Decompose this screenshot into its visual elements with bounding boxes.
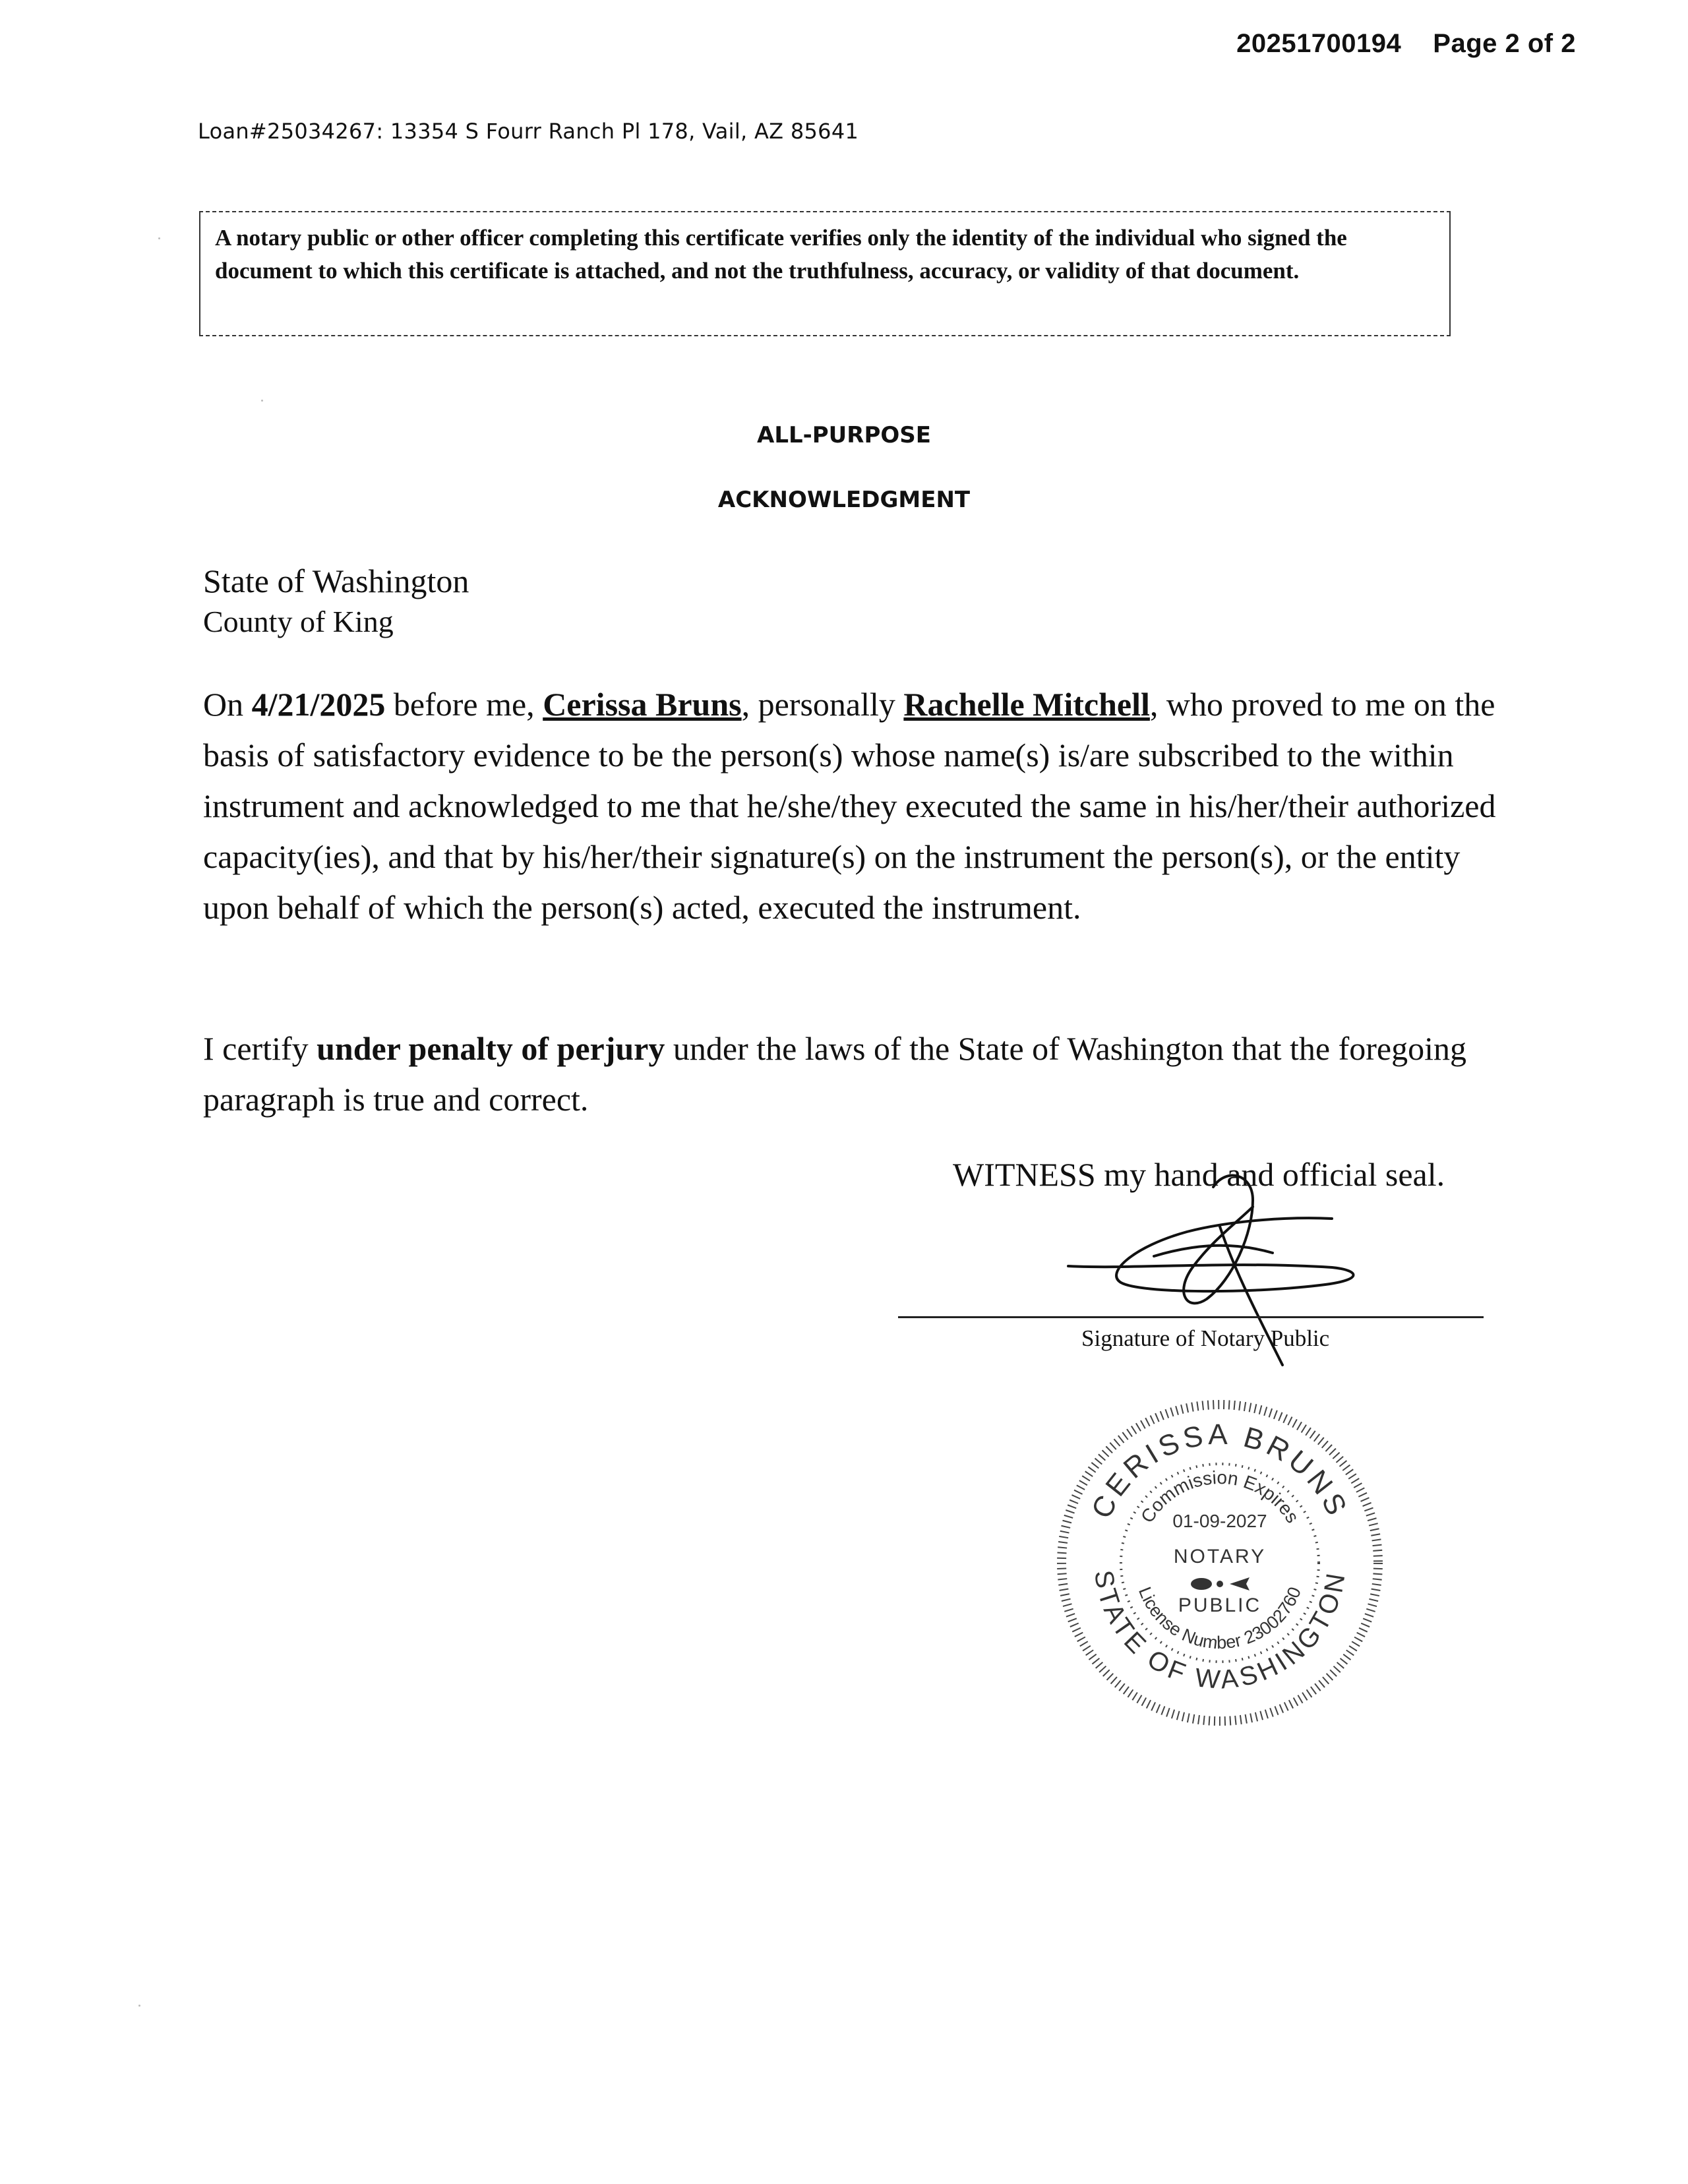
ack-rest: , who proved to me on the basis of satisfactory evidence to be the person(s) whose name(s) is/are subscribed to the within instrument and acknowledged to me that he/she/they executed the same in his/her/their authorized capacity(ies), and that by his/her/their signature(s) on the instrument the person(s), or the entity upon behalf of which the person(s) acted, executed the instrument. <box>203 686 1496 926</box>
document-number: 20251700194 <box>1236 29 1402 58</box>
ack-mid2: , personally <box>741 686 904 723</box>
venue-state: State of Washington <box>203 562 469 599</box>
signature-label: Signature of Notary Public <box>1081 1325 1330 1351</box>
cert-rest: under the laws of the State of Washington that the foregoing paragraph is true and correct. <box>203 1030 1466 1118</box>
scan-speck <box>158 237 160 239</box>
disclaimer-box <box>199 211 1451 336</box>
witness-line: WITNESS my hand and official seal. <box>953 1156 1445 1193</box>
ack-mid1: before me, <box>385 686 543 723</box>
venue-block <box>203 561 469 642</box>
cert-prefix: I certify <box>203 1030 317 1067</box>
ack-prefix: On <box>203 686 252 723</box>
disclaimer-text: A notary public or other officer completing this certificate verifies only the identity of the individual who signed the document to which this certificate is attached, and not the truthfulness, accuracy, or validity of that document. <box>215 225 1347 284</box>
loan-line: Loan#25034267: 13354 S Fourr Ranch Pl 178, Vail, AZ 85641 <box>198 119 859 144</box>
venue-county: County of King <box>203 605 394 638</box>
seal-emblem-icon <box>1191 1577 1250 1591</box>
seal-state: STATE OF WASHINGTON <box>1088 1568 1352 1695</box>
page-indicator: Page 2 of 2 <box>1433 29 1576 58</box>
seal-commission: Commission Expires <box>1136 1467 1304 1527</box>
ack-date: 4/21/2025 <box>251 686 386 723</box>
scan-speck <box>138 2005 140 2007</box>
certification-paragraph <box>203 1023 1522 1125</box>
seal-public: PUBLIC <box>1178 1594 1262 1616</box>
page-header <box>1205 29 1576 59</box>
notary-seal-icon <box>1055 1398 1385 1728</box>
seal-notary: NOTARY <box>1173 1546 1267 1567</box>
seal-license: License Number 23002760 <box>1134 1584 1306 1653</box>
notary-name: Cerissa Bruns <box>543 686 742 723</box>
signature-line <box>898 1316 1484 1318</box>
seal-expires: 01-09-2027 <box>1172 1511 1267 1531</box>
seal-name: CERISSA BRUNS <box>1085 1418 1355 1524</box>
acknowledgment-paragraph <box>203 679 1522 933</box>
scan-speck <box>261 400 263 402</box>
title-all-purpose: ALL-PURPOSE <box>757 422 931 448</box>
signer-name: Rachelle Mitchell <box>903 686 1150 723</box>
cert-bold: under penalty of perjury <box>316 1030 665 1067</box>
title-acknowledgment: ACKNOWLEDGMENT <box>717 487 971 513</box>
